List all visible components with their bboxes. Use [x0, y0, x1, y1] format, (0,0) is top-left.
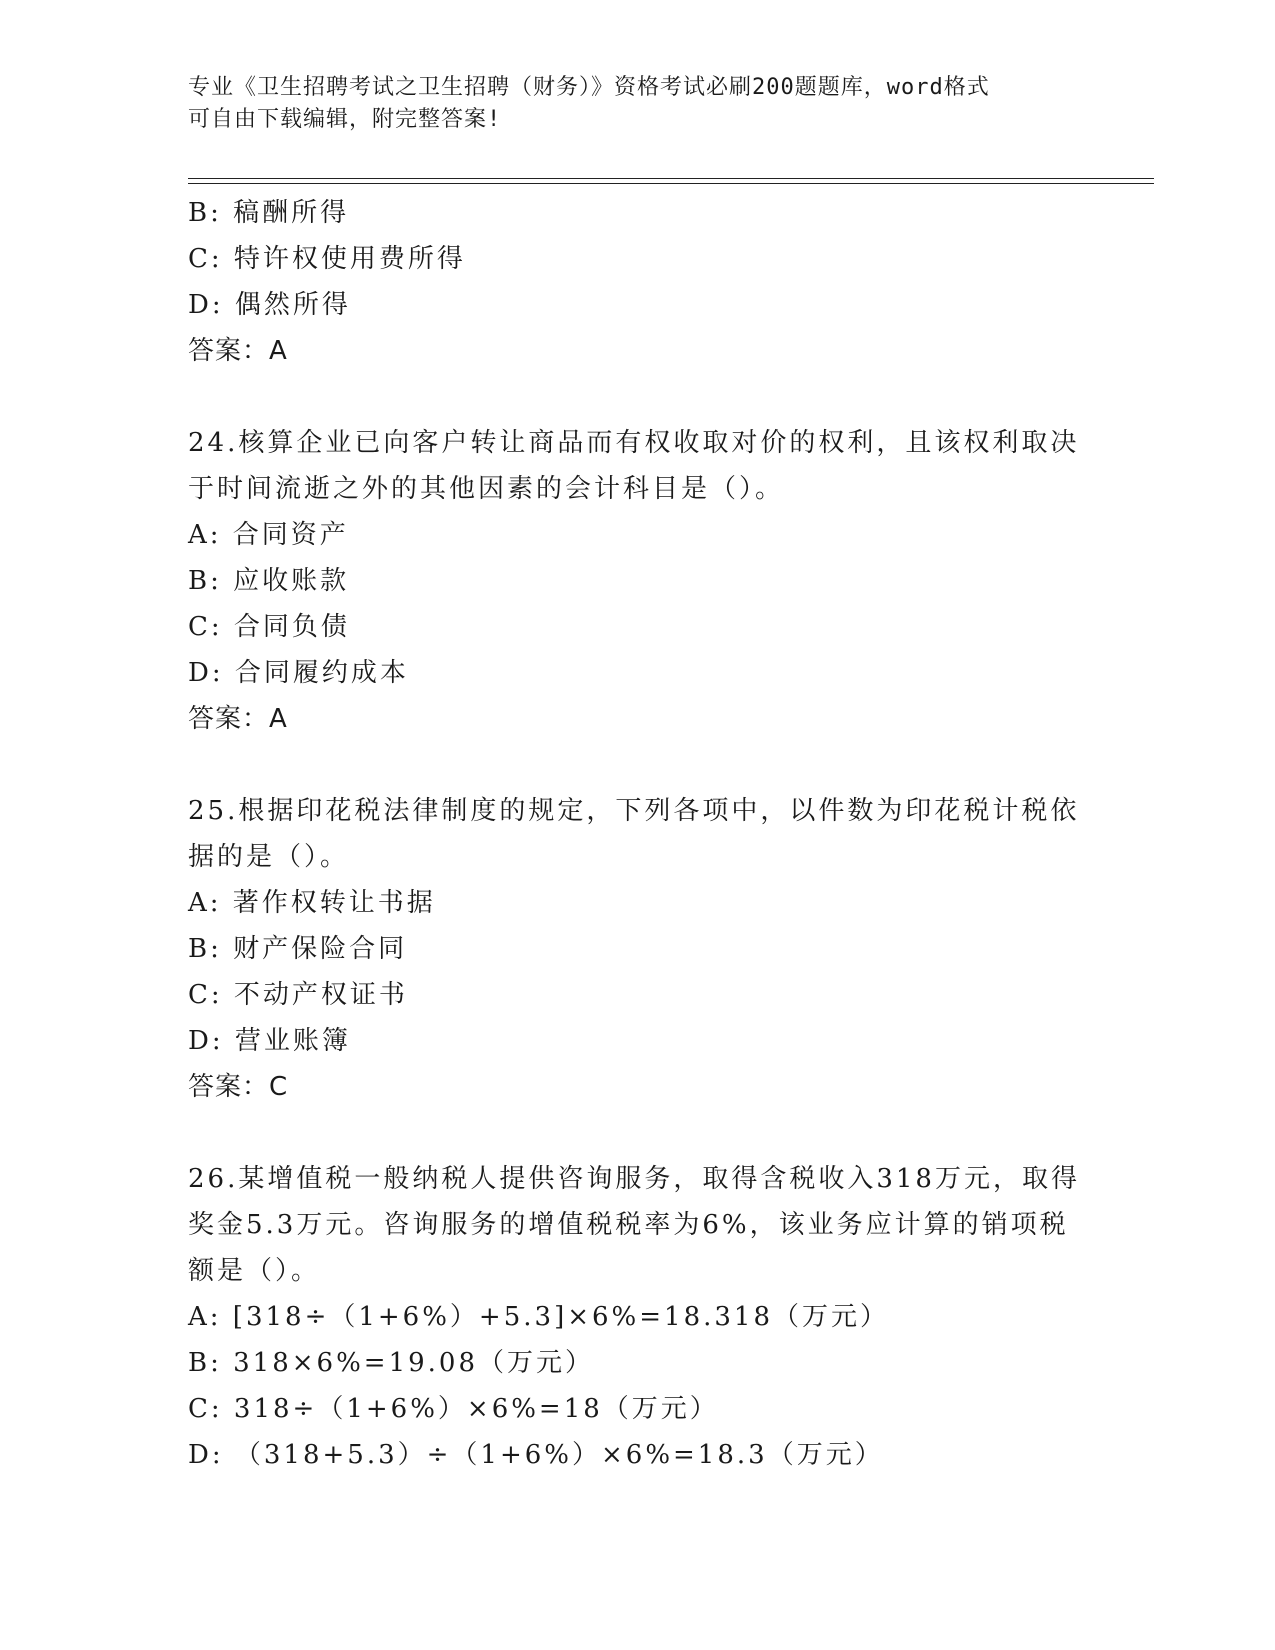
header-line-1: 专业《卫生招聘考试之卫生招聘（财务）》资格考试必刷200题题库，word格式: [188, 75, 990, 100]
option-c: C: 合同负债: [188, 612, 350, 642]
answer-line: 答案：C: [188, 1072, 289, 1102]
question-stem-line: 额是（）。: [188, 1256, 321, 1286]
header-divider-bottom: [188, 183, 1154, 184]
header-line-2: 可自由下载编辑，附完整答案!: [188, 107, 502, 132]
option-a: A: 著作权转让书据: [188, 888, 436, 918]
question-23-block: [188, 190, 1088, 374]
question-content: [188, 190, 1088, 1478]
question-stem-line: 26.某增值税一般纳税人提供咨询服务，取得含税收入318万元，取得: [188, 1164, 1080, 1194]
question-gap: [188, 742, 1088, 788]
question-26-block: [188, 1156, 1088, 1478]
question-stem-line: 奖金5.3万元。咨询服务的增值税税率为6%，该业务应计算的销项税: [188, 1210, 1069, 1240]
option-b: B: 318×6%=19.08（万元）: [188, 1348, 595, 1378]
question-gap: [188, 1110, 1088, 1156]
option-d: D: 偶然所得: [188, 290, 351, 320]
option-c: C: 318÷（1+6%）×6%=18（万元）: [188, 1394, 719, 1424]
option-d: D: （318+5.3）÷（1+6%）×6%=18.3（万元）: [188, 1440, 884, 1470]
question-24-block: [188, 420, 1088, 742]
option-c: C: 特许权使用费所得: [188, 244, 466, 274]
answer-line: 答案：A: [188, 704, 288, 734]
option-a: A: 合同资产: [188, 520, 349, 550]
header-divider-top: [188, 178, 1154, 179]
document-header: [188, 72, 1088, 136]
answer-line: 答案：A: [188, 336, 288, 366]
option-c: C: 不动产权证书: [188, 980, 408, 1010]
question-stem-line: 25.根据印花税法律制度的规定，下列各项中，以件数为印花税计税依: [188, 796, 1080, 826]
question-stem-line: 24.核算企业已向客户转让商品而有权收取对价的权利，且该权利取决: [188, 428, 1080, 458]
question-stem-line: 据的是（）。: [188, 842, 350, 872]
option-b: B: 应收账款: [188, 566, 350, 596]
option-d: D: 营业账簿: [188, 1026, 351, 1056]
option-b: B: 稿酬所得: [188, 198, 350, 228]
question-stem-line: 于时间流逝之外的其他因素的会计科目是（）。: [188, 474, 785, 504]
option-b: B: 财产保险合同: [188, 934, 408, 964]
question-25-block: [188, 788, 1088, 1110]
question-gap: [188, 374, 1088, 420]
option-d: D: 合同履约成本: [188, 658, 409, 688]
option-a: A: [318÷（1+6%）+5.3]×6%=18.318（万元）: [188, 1302, 889, 1332]
